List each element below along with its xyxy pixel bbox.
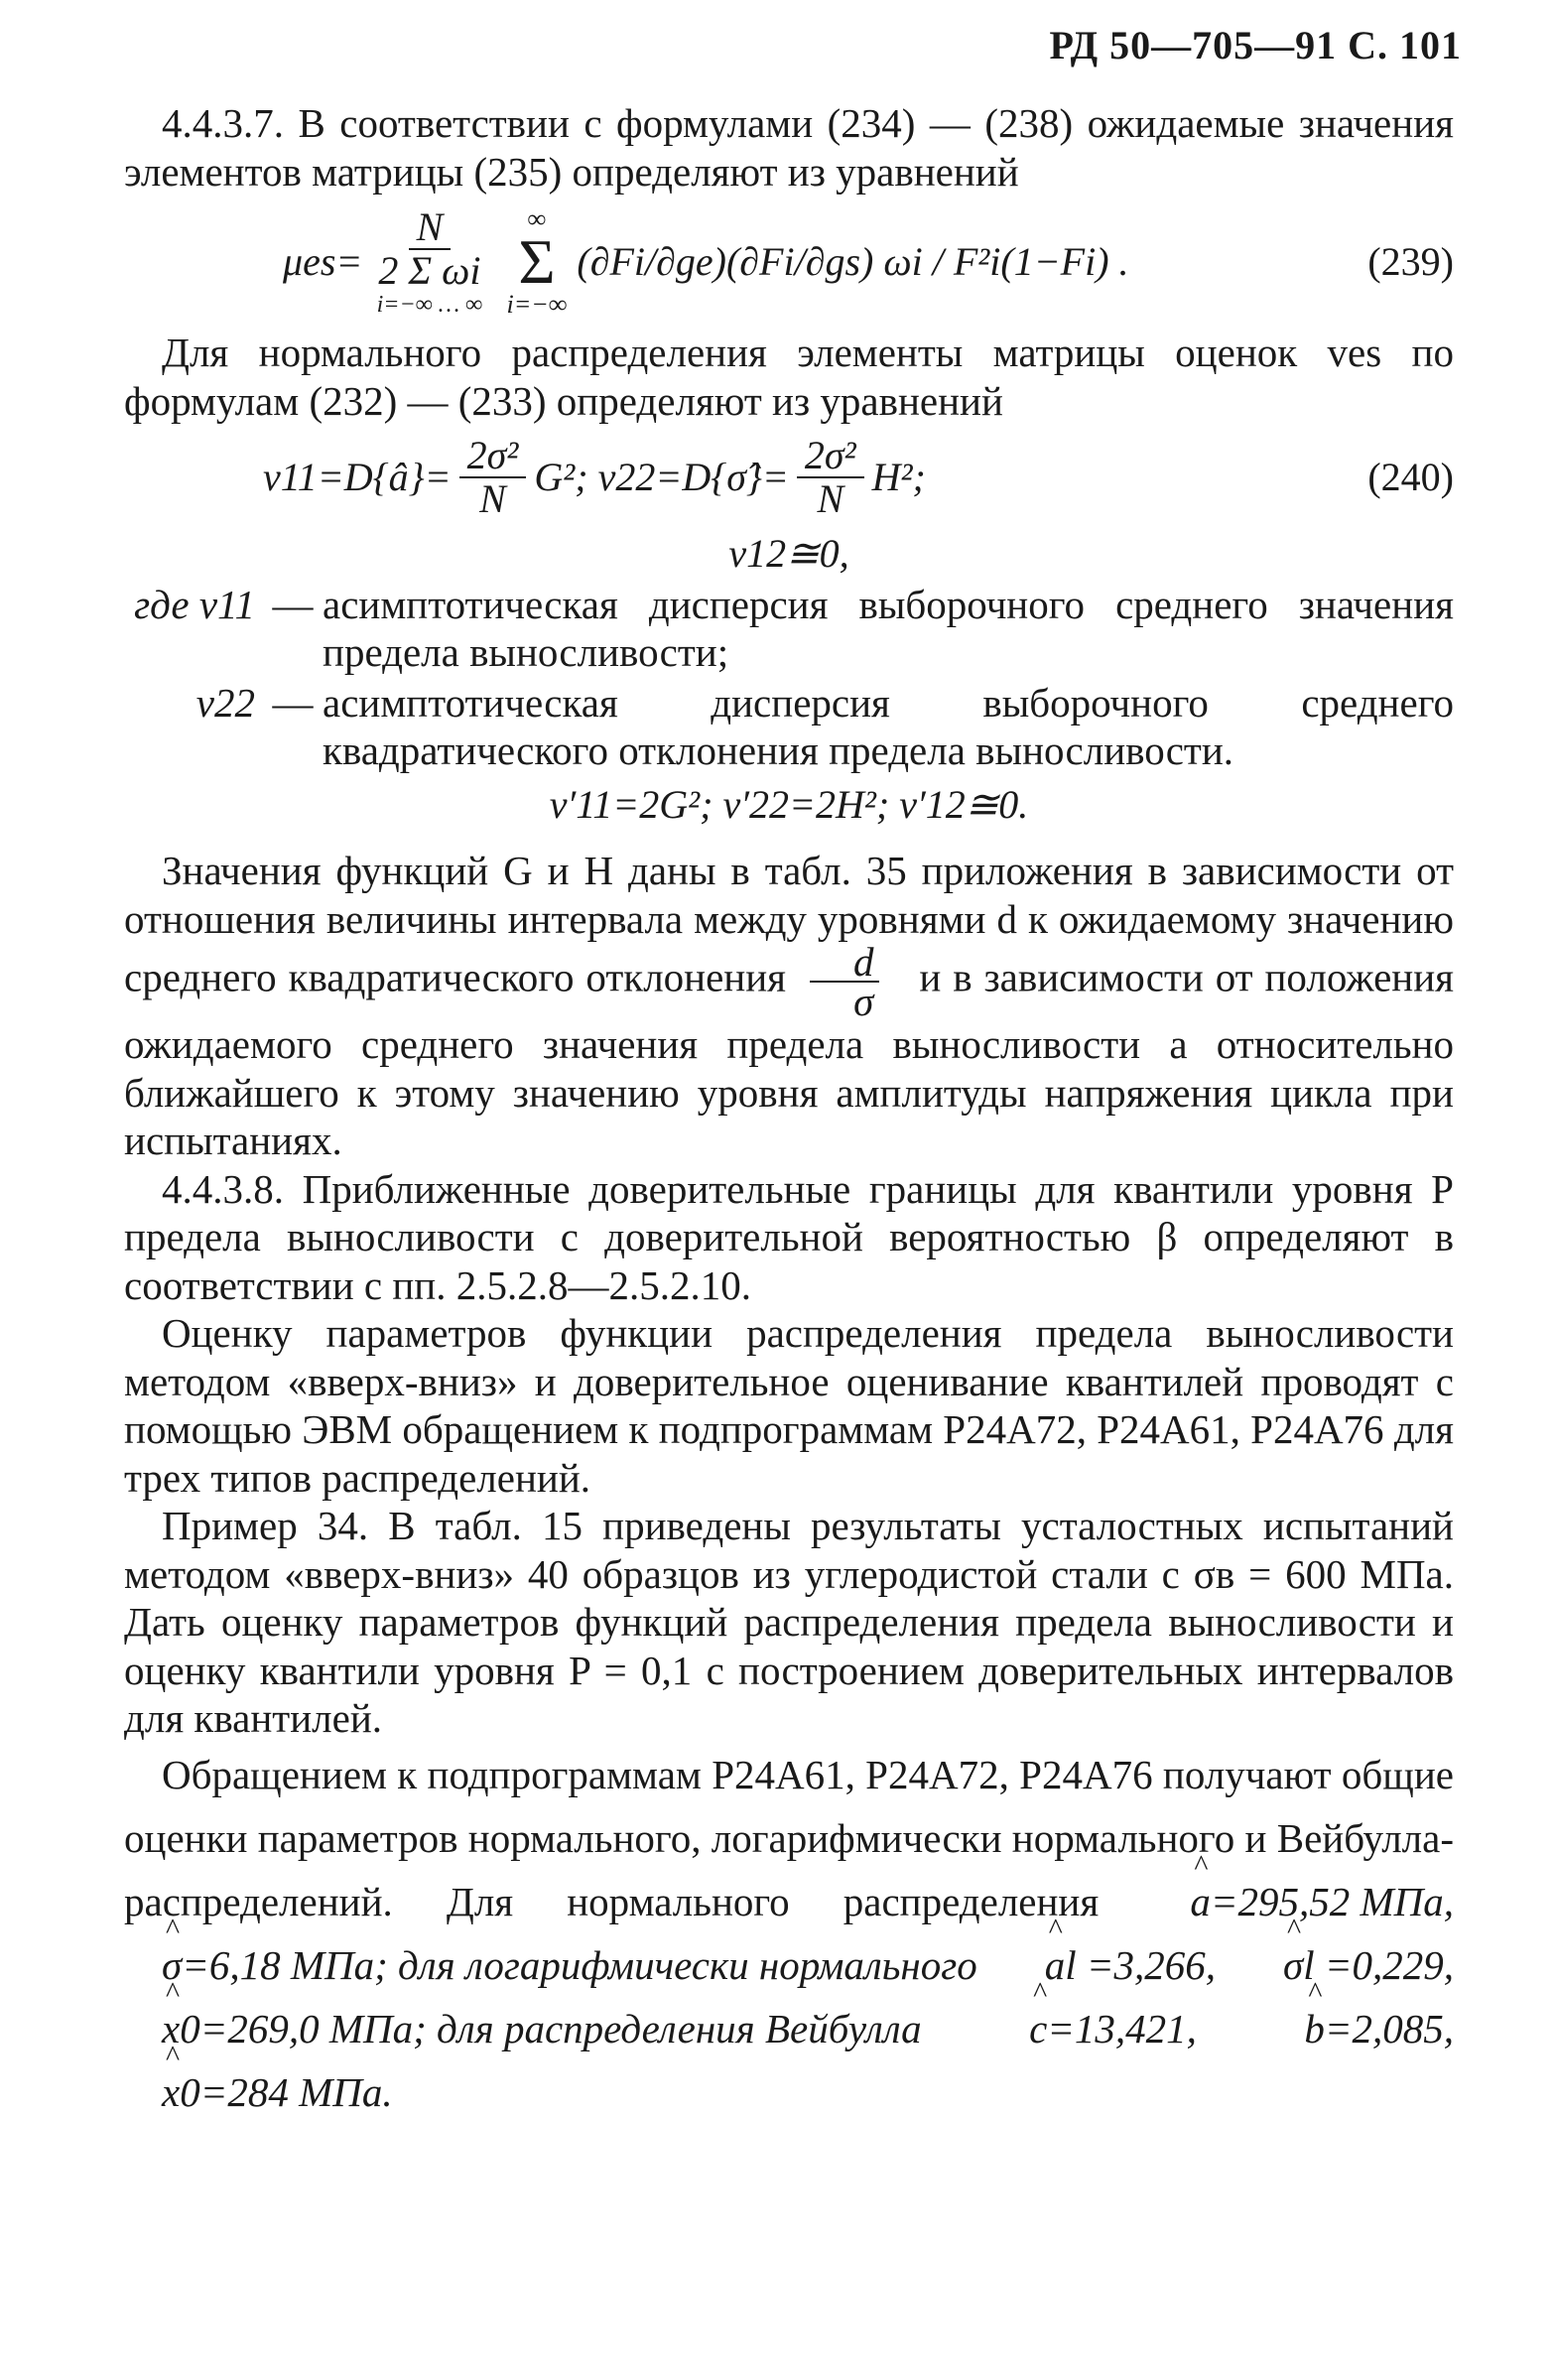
eq240-frac2 bbox=[797, 435, 864, 520]
page-body bbox=[124, 99, 1454, 2124]
eq239-den-limits: i=−∞ … ∞ bbox=[376, 292, 483, 318]
paragraph-normal-dist: Для нормального распределения элементы матрицы оценок ves по формулам (232) — (233) определяют из уравнений bbox=[124, 330, 1454, 424]
p7-sigmal-value: ^ σl =0,229, bbox=[1245, 1933, 1454, 1997]
eq240-frac2-num: 2σ² bbox=[797, 435, 864, 478]
eq239-number: (239) bbox=[1367, 238, 1454, 284]
eq240-frac1-den: N bbox=[479, 476, 506, 521]
p7-al-value: ^ al =3,266, bbox=[1007, 1933, 1216, 1997]
p3-fraction bbox=[810, 939, 880, 1024]
where-v11 bbox=[124, 581, 1454, 677]
eq240-line2: v12≅0, bbox=[728, 531, 849, 576]
paragraph-4-4-3-7: 4.4.3.7. В соответствии с формулами (234) — (238) ожидаемые значения элементов матрицы (235) определяют из уравнений bbox=[124, 100, 1454, 195]
equation-prime: v′11=2G²; v′22=2H²; v′12≅0. bbox=[549, 781, 1029, 827]
running-header: РД 50—705—91 С. 101 bbox=[1049, 23, 1462, 67]
eq239-frac-num: N bbox=[409, 206, 452, 250]
eq240-part3: H²; bbox=[871, 454, 926, 499]
p7-a-value: ^ a=295,52 МПа, bbox=[1152, 1870, 1454, 1933]
p3-text-b: и в зависимости от положения ожидаемого среднего значения предела выносливости a относительно ближайшего к этому значению уровня амплитуды напряжения цикла при испытаниях. bbox=[124, 954, 1455, 1163]
eq240-part2: G²; v22=D{σ̂}= bbox=[534, 454, 789, 499]
where-v22-desc: асимптотическая дисперсия выборочного среднего квадратического отклонения предела выносливости. bbox=[323, 679, 1454, 773]
eq240-frac2-den: N bbox=[817, 476, 844, 521]
p7-sigma-value: ^ σ=6,18 МПа; для логарифмически нормального bbox=[124, 1933, 977, 1997]
where-v22-symbol: v22 bbox=[195, 679, 255, 726]
eq239-sum bbox=[507, 205, 568, 319]
eq240-part1: v11=D{â}= bbox=[263, 454, 452, 499]
p7-c-value: ^ c=13,421, bbox=[991, 1997, 1197, 2060]
paragraph-4-4-3-8: 4.4.3.8. Приближенные доверительные границы для квантили уровня P предела выносливости с доверительной вероятностью β определяют в соответствии с пп. 2.5.2.8—2.5.2.10. bbox=[124, 1165, 1454, 1308]
paragraph-results bbox=[124, 1743, 1454, 2124]
eq240-frac1 bbox=[459, 435, 527, 520]
where-dash-1: — bbox=[272, 581, 314, 627]
p7-x0-value: ^ x0=269,0 МПа; для распределения Вейбулла bbox=[124, 1997, 922, 2060]
where-lead: где v11 bbox=[134, 581, 255, 627]
eq239-fraction bbox=[370, 206, 488, 318]
p3-text-a: Значения функций G и H даны в табл. 35 приложения в зависимости от отношения величины интервала между уровнями d к ожидаемому значению среднего квадратического отклонения bbox=[124, 848, 1454, 1000]
where-v11-desc: асимптотическая дисперсия выборочного среднего значения предела выносливости; bbox=[323, 581, 1454, 675]
paragraph-example-34: Пример 34. В табл. 15 приведены результаты усталостных испытаний методом «вверх-вниз» 40 образцов из углеродистой стали с σв = 600 МПа. Дать оценку параметров функций распределения предела выносливости и оценку квантили уровня P = 0,1 с построением доверительных интервалов для квантилей. bbox=[124, 1503, 1454, 1741]
eq239-body: (∂Fi/∂ge)(∂Fi/∂gs) ωi / F²i(1−Fi) . bbox=[577, 238, 1129, 284]
eq240-frac1-num: 2σ² bbox=[459, 435, 527, 478]
p7-b-value: ^ b=2,085, bbox=[1266, 1997, 1454, 2060]
p3-frac-num: d bbox=[810, 943, 880, 983]
p3-frac-den: σ bbox=[853, 979, 874, 1024]
equation-240 bbox=[263, 435, 1454, 520]
eq239-frac-den: 2 Σ ωi bbox=[378, 248, 481, 293]
eq239-sum-symbol: Σ bbox=[518, 226, 556, 297]
eq239-lhs: μes= bbox=[283, 238, 363, 284]
paragraph-evm: Оценку параметров функции распределения предела выносливости методом «вверх-вниз» и доверительное оценивание квантилей проводят с помощью ЭВМ обращением к подпрограммам P24A72, P24A61, P24A76 для трех типов распределений. bbox=[124, 1310, 1454, 1501]
p7-text-a: Обращением к подпрограммам P24A61, P24A72, P24A76 получают общие оценки параметров нормального, логарифмически нормального и Вейбулла-распределений. Для нормального распределения bbox=[124, 1751, 1454, 1924]
eq239-sum-top: ∞ bbox=[527, 204, 547, 233]
where-v22 bbox=[124, 679, 1454, 775]
eq239-sum-bottom: i=−∞ bbox=[506, 290, 568, 319]
paragraph-functions-g-h bbox=[124, 847, 1454, 1165]
where-dash-2: — bbox=[272, 679, 314, 726]
equation-239 bbox=[283, 205, 1454, 319]
eq240-number: (240) bbox=[1367, 454, 1454, 499]
p7-x0-weibull-value: ^ x0=284 МПа. bbox=[124, 2060, 393, 2124]
